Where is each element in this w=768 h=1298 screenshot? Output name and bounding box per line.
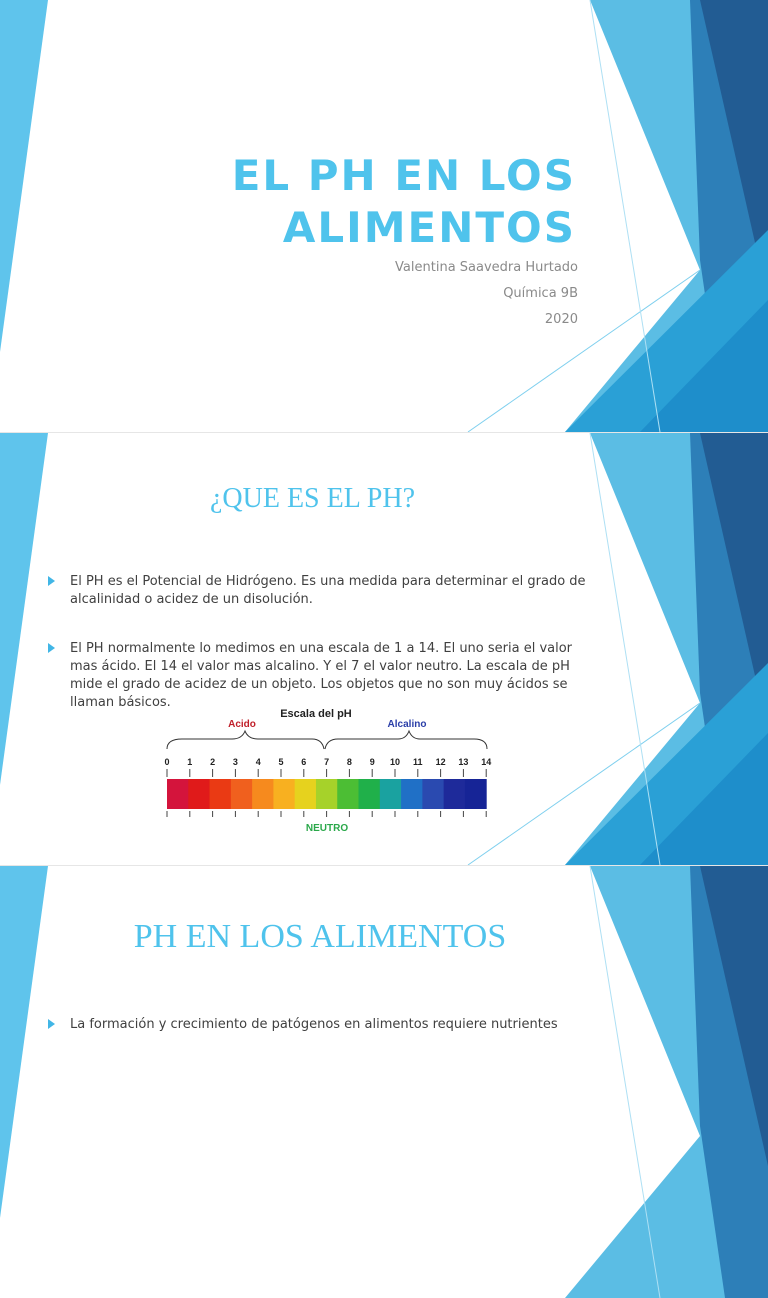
tick-label: 5 [278, 757, 284, 767]
tick-label: 4 [255, 757, 261, 767]
ph-color-segment [252, 779, 274, 809]
ph-color-segment [444, 779, 466, 809]
slide-what-is-ph [0, 433, 768, 865]
slide-title [0, 0, 768, 432]
arrow-bullet-icon [48, 576, 55, 586]
tick-label: 7 [324, 757, 330, 767]
presentation-title [232, 150, 576, 254]
bullet-text: La formación y crecimiento de patógenos en alimentos requiere nutrientes [70, 1017, 558, 1032]
bullet-item [48, 1016, 593, 1034]
tick-label: 11 [413, 757, 423, 767]
tick-label: 1 [187, 757, 193, 767]
ph-color-segment [273, 779, 295, 809]
ph-color-segment [210, 779, 232, 809]
tick-label: 14 [481, 757, 492, 767]
ph-color-segment [167, 779, 189, 809]
tick-label: 0 [164, 757, 170, 767]
ph-color-segment [359, 779, 381, 809]
neutral-label: NEUTRO [305, 823, 349, 834]
arrow-bullet-icon [48, 1019, 55, 1029]
ph-color-segment [465, 779, 487, 809]
tick-label: 6 [301, 757, 307, 767]
tick-label: 2 [210, 757, 216, 767]
ph-color-segment [188, 779, 210, 809]
tick-label: 8 [346, 757, 352, 767]
year: 2020 [544, 312, 578, 327]
ph-color-segment [422, 779, 444, 809]
ph-color-segment [380, 779, 402, 809]
ph-color-segment [316, 779, 338, 809]
acid-brace [167, 731, 324, 749]
acid-label: Acido [228, 719, 256, 730]
tick-label: 3 [232, 757, 238, 767]
tick-label: 10 [389, 757, 401, 767]
ph-color-segment [295, 779, 317, 809]
course-name: Química 9B [503, 286, 578, 301]
alkaline-brace [325, 731, 487, 749]
tick-label: 13 [458, 757, 469, 767]
bullet-text: El PH es el Potencial de Hidrógeno. Es una medida para determinar el grado de alcalinidad o acidez de un disolución. [70, 574, 586, 607]
slide-title: ¿QUE ES EL PH? [209, 483, 416, 514]
bullet-item [48, 573, 593, 609]
ph-scale-title: Escala del pH [280, 708, 352, 720]
arrow-bullet-icon [48, 643, 55, 653]
bullet-text: El PH normalmente lo medimos en una escala de 1 a 14. El uno seria el valor mas ácido. El 14 el valor mas alcalino. Y el 7 el valor neutro. La escala de pH mide el grado de acidez de un objeto. Los objetos que no son muy ácidos se llaman básicos. [70, 641, 573, 710]
tick-label: 9 [369, 757, 375, 767]
title-line-1: EL PH EN LOS [231, 151, 576, 200]
author-name: Valentina Saavedra Hurtado [395, 260, 578, 275]
title-line-2: ALIMENTOS [282, 203, 576, 252]
ph-color-segment [231, 779, 253, 809]
slide-title: PH EN LOS ALIMENTOS [133, 918, 507, 955]
ph-color-segment [337, 779, 359, 809]
ph-color-segment [401, 779, 423, 809]
alkaline-label: Alcalino [387, 719, 427, 730]
tick-label: 12 [435, 757, 446, 767]
slide-ph-foods [0, 866, 768, 1032]
ph-scale-figure [162, 699, 494, 839]
